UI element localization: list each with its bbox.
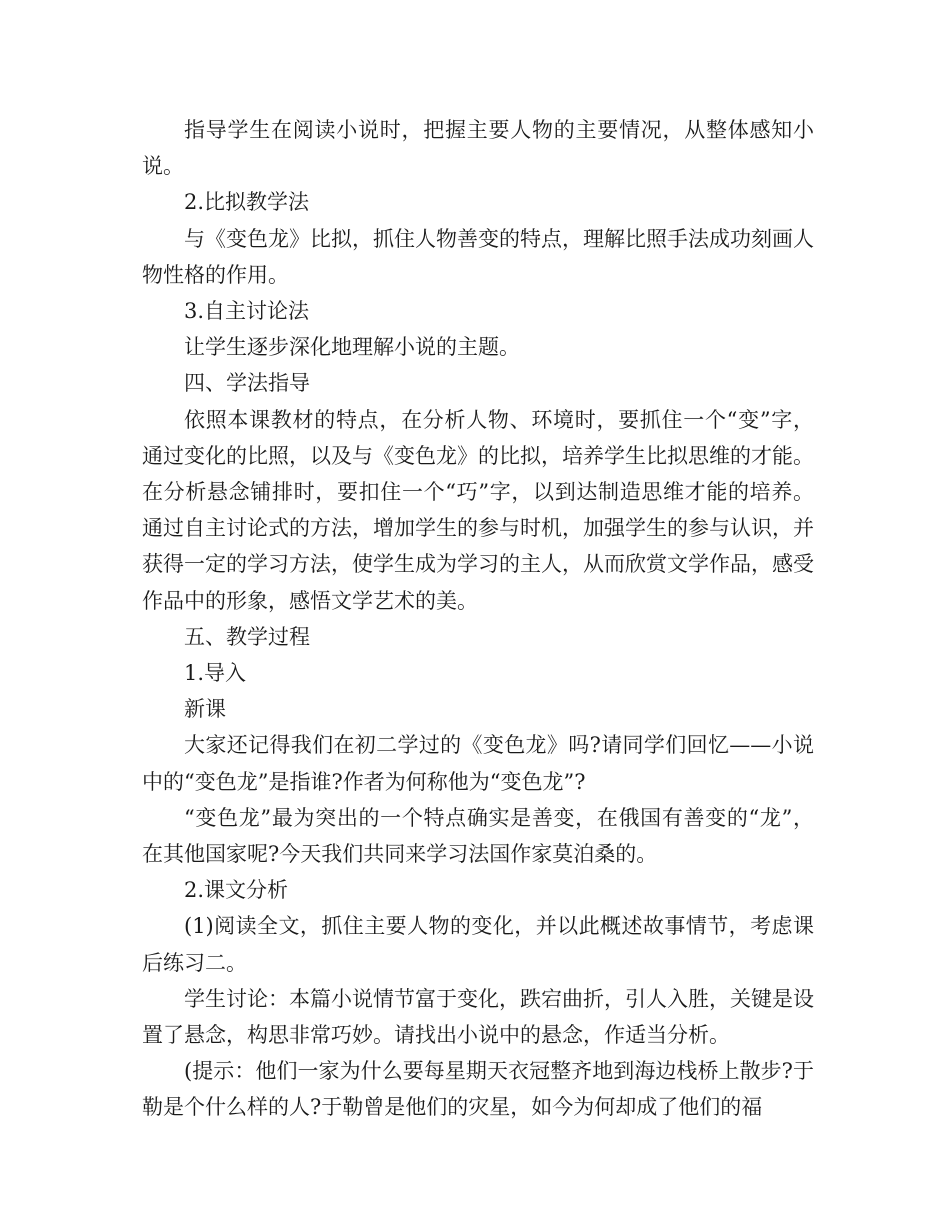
paragraph-chameleon: “变色龙”最为突出的一个特点确实是善变，在俄国有善变的“龙”，在其他国家呢?今天我们共同来学习法国作家莫泊桑的。 [142, 805, 814, 867]
paragraph-study-guidance: 依照本课教材的特点，在分析人物、环境时，要抓住一个“变”字，通过变化的比照，以及与《变色龙》的比拟，培养学生比拟思维的才能。在分析悬念铺排时，要扣住一个“巧”字，以到达制造思维才能的培养。通过自主讨论式的方法，增加学生的参与时机，加强学生的参与认识，并获得一定的学习方法，使学生成为学习的主人，从而欣赏文学作品，感受作品中的形象，感悟文学艺术的美。 [142, 407, 814, 613]
heading-new-lesson: 新课 [184, 697, 226, 722]
heading-teaching-process: 五、教学过程 [184, 624, 310, 649]
paragraph-recall: 大家还记得我们在初二学过的《变色龙》吗?请同学们回忆——小说中的“变色龙”是指谁?作者为何称他为“变色龙”? [142, 733, 814, 794]
heading-introduction: 1.导入 [184, 661, 247, 686]
paragraph-read-full-text: (1)阅读全文，抓住主要人物的变化，并以此概述故事情节，考虑课后练习二。 [142, 914, 814, 975]
heading-discussion-method: 3.自主讨论法 [184, 299, 310, 324]
heading-study-guidance: 四、学法指导 [184, 371, 310, 396]
paragraph-student-discussion: 学生讨论：本篇小说情节富于变化，跌宕曲折，引人入胜，关键是设置了悬念，构思非常巧妙。请找出小说中的悬念，作适当分析。 [142, 986, 814, 1048]
heading-comparison-method: 2.比拟教学法 [184, 190, 310, 215]
document-body [142, 112, 814, 1126]
paragraph-hint: (提示：他们一家为什么要每星期天衣冠整齐地到海边栈桥上散步?于勒是个什么样的人?于勒曾是他们的灾星，如今为何却成了他们的福 [142, 1059, 814, 1120]
heading-text-analysis: 2.课文分析 [184, 878, 289, 903]
paragraph-comparison-method: 与《变色龙》比拟，抓住人物善变的特点，理解比照手法成功刻画人物性格的作用。 [142, 226, 814, 287]
paragraph-discussion-method: 让学生逐步深化地理解小说的主题。 [184, 335, 520, 360]
paragraph-guidance: 指导学生在阅读小说时，把握主要人物的主要情况，从整体感知小说。 [142, 118, 814, 179]
